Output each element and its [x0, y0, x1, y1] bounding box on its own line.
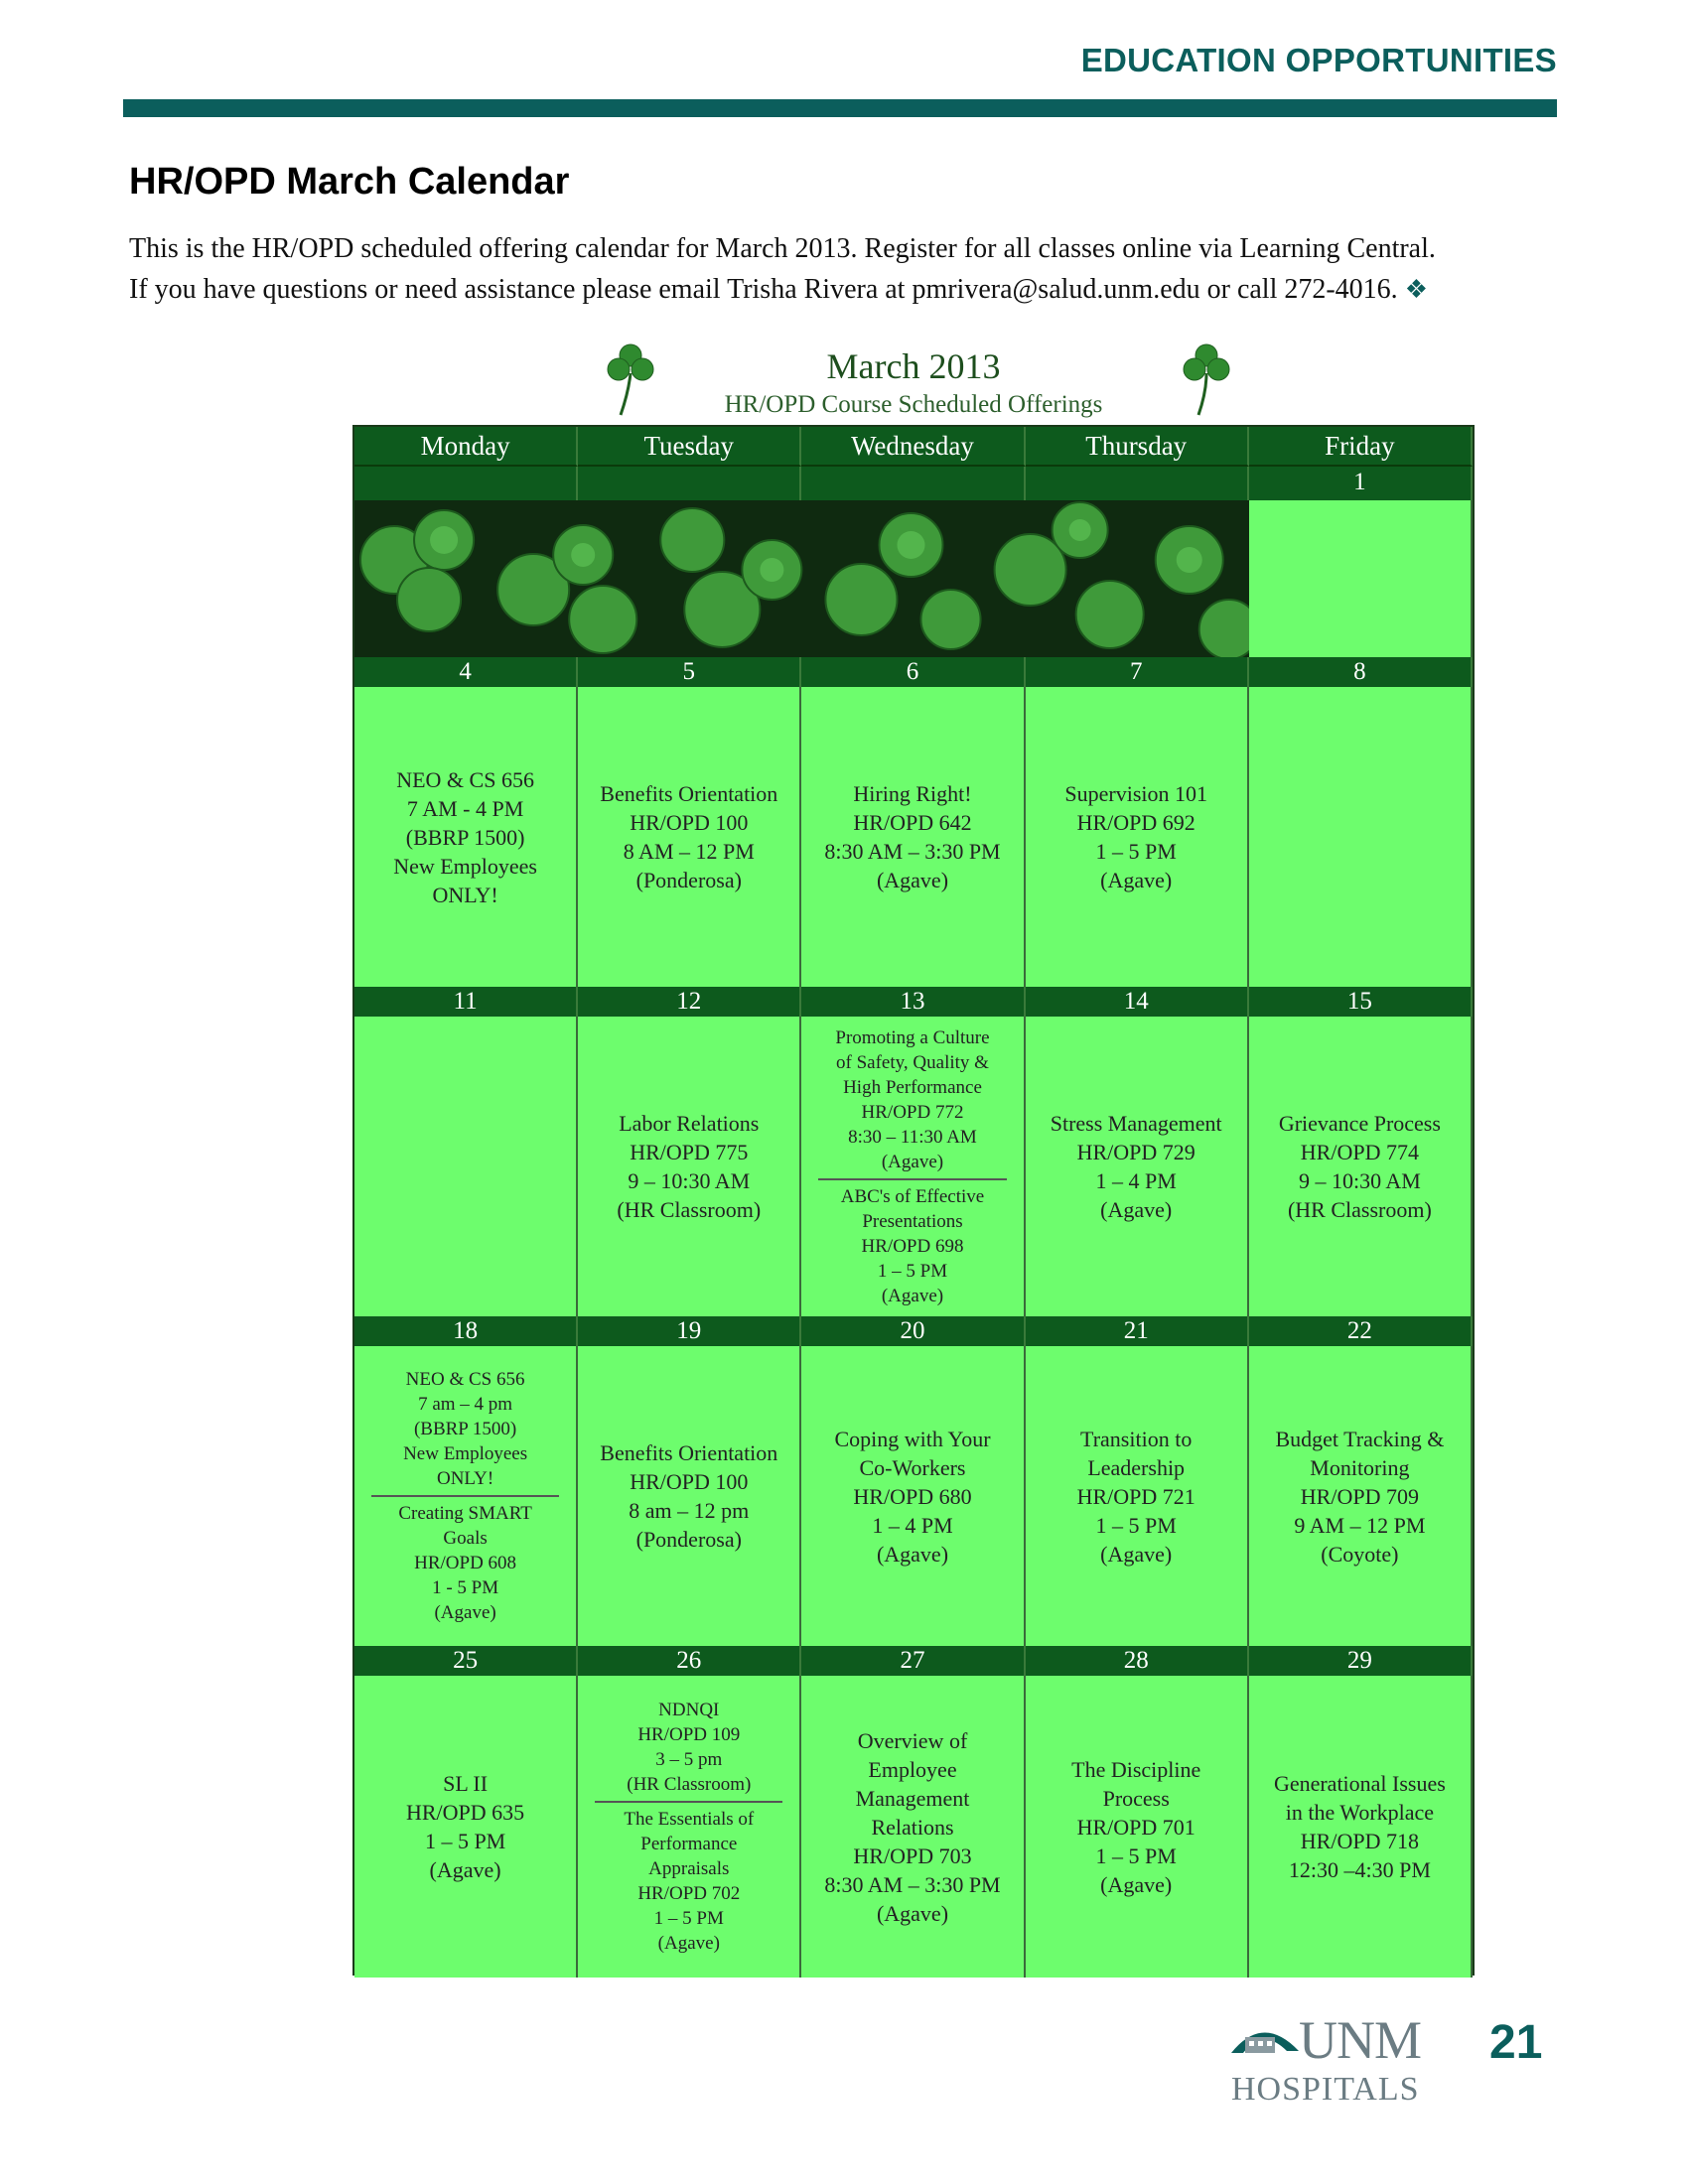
event-line: 1 – 5 PM: [877, 1260, 948, 1282]
weekday-friday: Friday: [1249, 427, 1473, 467]
date-11: 11: [354, 987, 578, 1017]
event-line: Budget Tracking &: [1275, 1426, 1445, 1451]
event-line: 1 – 5 PM: [1095, 1512, 1177, 1538]
header-rule: [123, 99, 1557, 117]
event-line: 8:30 AM – 3:30 PM: [824, 839, 1001, 864]
date-7: 7: [1026, 657, 1249, 687]
event-line: 1 – 5 PM: [424, 1829, 506, 1853]
event-line: Appraisals: [648, 1858, 730, 1879]
day-cell-5: [578, 687, 801, 987]
date-20: 20: [801, 1316, 1025, 1346]
event-line: Transition to: [1080, 1426, 1193, 1451]
event-line: Labor Relations: [619, 1111, 760, 1136]
event-separator: [371, 1495, 559, 1497]
date-25: 25: [354, 1646, 578, 1676]
date-empty: [578, 467, 801, 500]
event-line: 1 – 4 PM: [872, 1512, 953, 1538]
date-26: 26: [578, 1646, 801, 1676]
event-line: HR/OPD 698: [861, 1235, 964, 1257]
event-separator: [818, 1178, 1006, 1180]
day-cell-8: [1249, 687, 1473, 987]
event-line: 8 AM – 12 PM: [623, 839, 755, 864]
event-line: 9 AM – 12 PM: [1294, 1512, 1426, 1538]
event-line: of Safety, Quality &: [836, 1051, 989, 1073]
clover-photo: [354, 500, 1249, 657]
date-29: 29: [1249, 1646, 1473, 1676]
date-27: 27: [801, 1646, 1025, 1676]
event-line: 9 – 10:30 AM: [1298, 1168, 1421, 1193]
logo-text-hospitals: HOSPITALS: [1231, 2071, 1420, 2108]
event-line: The Essentials of: [624, 1809, 755, 1830]
four-diamond-icon: ❖: [1404, 275, 1428, 304]
event-separator: [595, 1801, 782, 1803]
date-18: 18: [354, 1316, 578, 1346]
event-line: (Agave): [876, 1900, 949, 1926]
date-4: 4: [354, 657, 578, 687]
event-line: HR/OPD 680: [853, 1483, 972, 1509]
day-cell-22: [1249, 1346, 1473, 1646]
day-cell-18: [354, 1346, 578, 1646]
day-cell-19: [578, 1346, 801, 1646]
event-line: 3 – 5 pm: [655, 1749, 723, 1770]
event-line: ABC's of Effective: [840, 1185, 985, 1207]
event-line: HR/OPD 100: [630, 810, 749, 835]
date-13: 13: [801, 987, 1025, 1017]
event-line: 9 – 10:30 AM: [628, 1168, 751, 1193]
event-line: 7 AM - 4 PM: [406, 795, 524, 821]
event-line: (HR Classroom): [617, 1197, 762, 1222]
event-line: Coping with Your: [834, 1426, 991, 1451]
event-line: HR/OPD 702: [637, 1883, 741, 1904]
event-line: in the Workplace: [1285, 1800, 1435, 1825]
date-8: 8: [1249, 657, 1473, 687]
event-line: 8:30 AM – 3:30 PM: [824, 1871, 1001, 1897]
event-line: 8 am – 12 pm: [629, 1498, 750, 1523]
event-line: HR/OPD 774: [1300, 1140, 1419, 1164]
date-22: 22: [1249, 1316, 1473, 1346]
event-line: (Agave): [1100, 1541, 1173, 1567]
event-line: (Agave): [657, 1933, 720, 1954]
event-line: (Agave): [429, 1857, 501, 1882]
event-line: 12:30 –4:30 PM: [1288, 1857, 1431, 1882]
intro-line-2: If you have questions or need assistance please email Trisha Rivera at pmrivera@salud.unm.edu or call 272-4016. ❖: [129, 274, 1428, 305]
date-empty: [801, 467, 1025, 500]
event-line: NEO & CS 656: [405, 1369, 525, 1390]
day-cell-14: [1026, 1017, 1249, 1316]
event-line: NEO & CS 656: [396, 766, 534, 792]
date-6: 6: [801, 657, 1025, 687]
event-line: (Agave): [876, 868, 949, 892]
event-line: HR/OPD 109: [637, 1724, 741, 1745]
date-1: 1: [1249, 467, 1473, 500]
day-cell-13: [801, 1017, 1025, 1316]
event-line: Employee: [868, 1756, 957, 1782]
day-cell-29: [1249, 1676, 1473, 1978]
date-empty: [354, 467, 578, 500]
day-cell-26: [578, 1676, 801, 1978]
event-line: (Ponderosa): [635, 1527, 742, 1552]
event-line: (HR Classroom): [627, 1774, 752, 1795]
event-line: HR/OPD 775: [630, 1140, 749, 1164]
event-line: HR/OPD 721: [1076, 1483, 1196, 1509]
date-28: 28: [1026, 1646, 1249, 1676]
event-line: (Agave): [876, 1541, 949, 1567]
event-line: Benefits Orientation: [600, 781, 778, 806]
page-number: 21: [1489, 2016, 1543, 2069]
event-line: Promoting a Culture: [835, 1026, 990, 1048]
event-line: (Coyote): [1321, 1541, 1399, 1567]
event-line: Grievance Process: [1278, 1111, 1441, 1136]
day-cell-27: [801, 1676, 1025, 1978]
date-19: 19: [578, 1316, 801, 1346]
event-line: Leadership: [1087, 1454, 1186, 1480]
event-line: Performance: [640, 1834, 738, 1854]
event-line: SL II: [443, 1771, 489, 1796]
event-line: HR/OPD 635: [406, 1800, 525, 1825]
day-cell-28: [1026, 1676, 1249, 1978]
day-cell-7: [1026, 687, 1249, 987]
event-line: HR/OPD 709: [1300, 1483, 1419, 1509]
event-line: HR/OPD 642: [853, 810, 972, 835]
day-cell-4: [354, 687, 578, 987]
event-line: Presentations: [862, 1210, 963, 1232]
day-cell-12: [578, 1017, 801, 1316]
event-line: (Agave): [1100, 868, 1173, 892]
event-line: The Discipline: [1071, 1756, 1201, 1782]
event-line: 1 – 4 PM: [1095, 1168, 1177, 1193]
event-line: HR/OPD 608: [414, 1553, 517, 1573]
weekday-thursday: Thursday: [1026, 427, 1249, 467]
date-21: 21: [1026, 1316, 1249, 1346]
event-line: HR/OPD 772: [861, 1101, 964, 1123]
event-line: 8:30 – 11:30 AM: [848, 1126, 977, 1148]
intro-line-1: This is the HR/OPD scheduled offering calendar for March 2013. Register for all classes online via Learning Central.: [129, 233, 1436, 264]
event-line: 1 – 5 PM: [1095, 839, 1177, 864]
event-line: (Agave): [881, 1151, 944, 1172]
calendar-subtitle: HR/OPD Course Scheduled Offerings: [724, 391, 1103, 418]
event-line: HR/OPD 718: [1300, 1829, 1419, 1853]
event-line: Supervision 101: [1064, 781, 1207, 806]
event-line: (Agave): [881, 1285, 944, 1306]
day-cell-20: [801, 1346, 1025, 1646]
event-line: HR/OPD 100: [630, 1469, 749, 1494]
event-line: (HR Classroom): [1287, 1197, 1432, 1222]
day-cell-1: [1249, 500, 1473, 657]
event-line: Monitoring: [1310, 1454, 1410, 1480]
event-line: (Agave): [434, 1602, 496, 1623]
event-line: 7 am – 4 pm: [418, 1394, 513, 1415]
event-line: Hiring Right!: [853, 781, 972, 806]
event-line: High Performance: [843, 1076, 982, 1098]
weekday-monday: Monday: [354, 427, 578, 467]
event-line: New Employees: [393, 853, 537, 879]
event-line: HR/OPD 701: [1076, 1814, 1196, 1840]
calendar-heading: [352, 336, 1475, 427]
event-line: (BBRP 1500): [413, 1419, 517, 1439]
event-line: Creating SMART: [398, 1503, 532, 1524]
date-5: 5: [578, 657, 801, 687]
section-label: EDUCATION OPPORTUNITIES: [1080, 42, 1557, 78]
date-empty: [1026, 467, 1249, 500]
event-line: HR/OPD 692: [1076, 810, 1196, 835]
intro-text: [129, 228, 1579, 310]
event-line: 1 – 5 PM: [653, 1908, 724, 1929]
date-14: 14: [1026, 987, 1249, 1017]
calendar-month: March 2013: [826, 346, 1001, 386]
event-line: Management: [855, 1785, 970, 1811]
event-line: Overview of: [857, 1727, 968, 1753]
logo-text-unm: UNM: [1299, 2010, 1422, 2070]
event-line: (BBRP 1500): [405, 824, 525, 850]
event-line: NDNQI: [658, 1700, 720, 1720]
event-line: 1 – 5 PM: [1095, 1843, 1177, 1868]
page-title: HR/OPD March Calendar: [129, 161, 570, 203]
day-cell-15: [1249, 1017, 1473, 1316]
shamrock-icon: [1177, 338, 1236, 417]
march-calendar: [352, 425, 1475, 1976]
day-cell-6: [801, 687, 1025, 987]
event-line: (Agave): [1100, 1197, 1173, 1222]
day-cell-25: [354, 1676, 578, 1978]
event-line: Stress Management: [1050, 1111, 1222, 1136]
event-line: (Ponderosa): [635, 868, 742, 892]
event-line: New Employees: [403, 1443, 528, 1464]
date-12: 12: [578, 987, 801, 1017]
event-line: Goals: [443, 1528, 488, 1549]
event-line: ONLY!: [432, 882, 498, 907]
event-line: Relations: [871, 1814, 954, 1840]
event-line: ONLY!: [436, 1468, 494, 1489]
event-line: Benefits Orientation: [600, 1440, 778, 1465]
event-line: Process: [1102, 1785, 1170, 1811]
event-line: 1 - 5 PM: [432, 1577, 499, 1598]
event-line: HR/OPD 703: [853, 1843, 972, 1868]
event-line: Generational Issues: [1273, 1771, 1446, 1796]
event-line: (Agave): [1100, 1871, 1173, 1897]
date-15: 15: [1249, 987, 1473, 1017]
event-line: Co-Workers: [859, 1454, 966, 1480]
weekday-tuesday: Tuesday: [578, 427, 801, 467]
weekday-wednesday: Wednesday: [801, 427, 1025, 467]
day-cell-21: [1026, 1346, 1249, 1646]
day-cell-11: [354, 1017, 578, 1316]
event-line: HR/OPD 729: [1076, 1140, 1196, 1164]
